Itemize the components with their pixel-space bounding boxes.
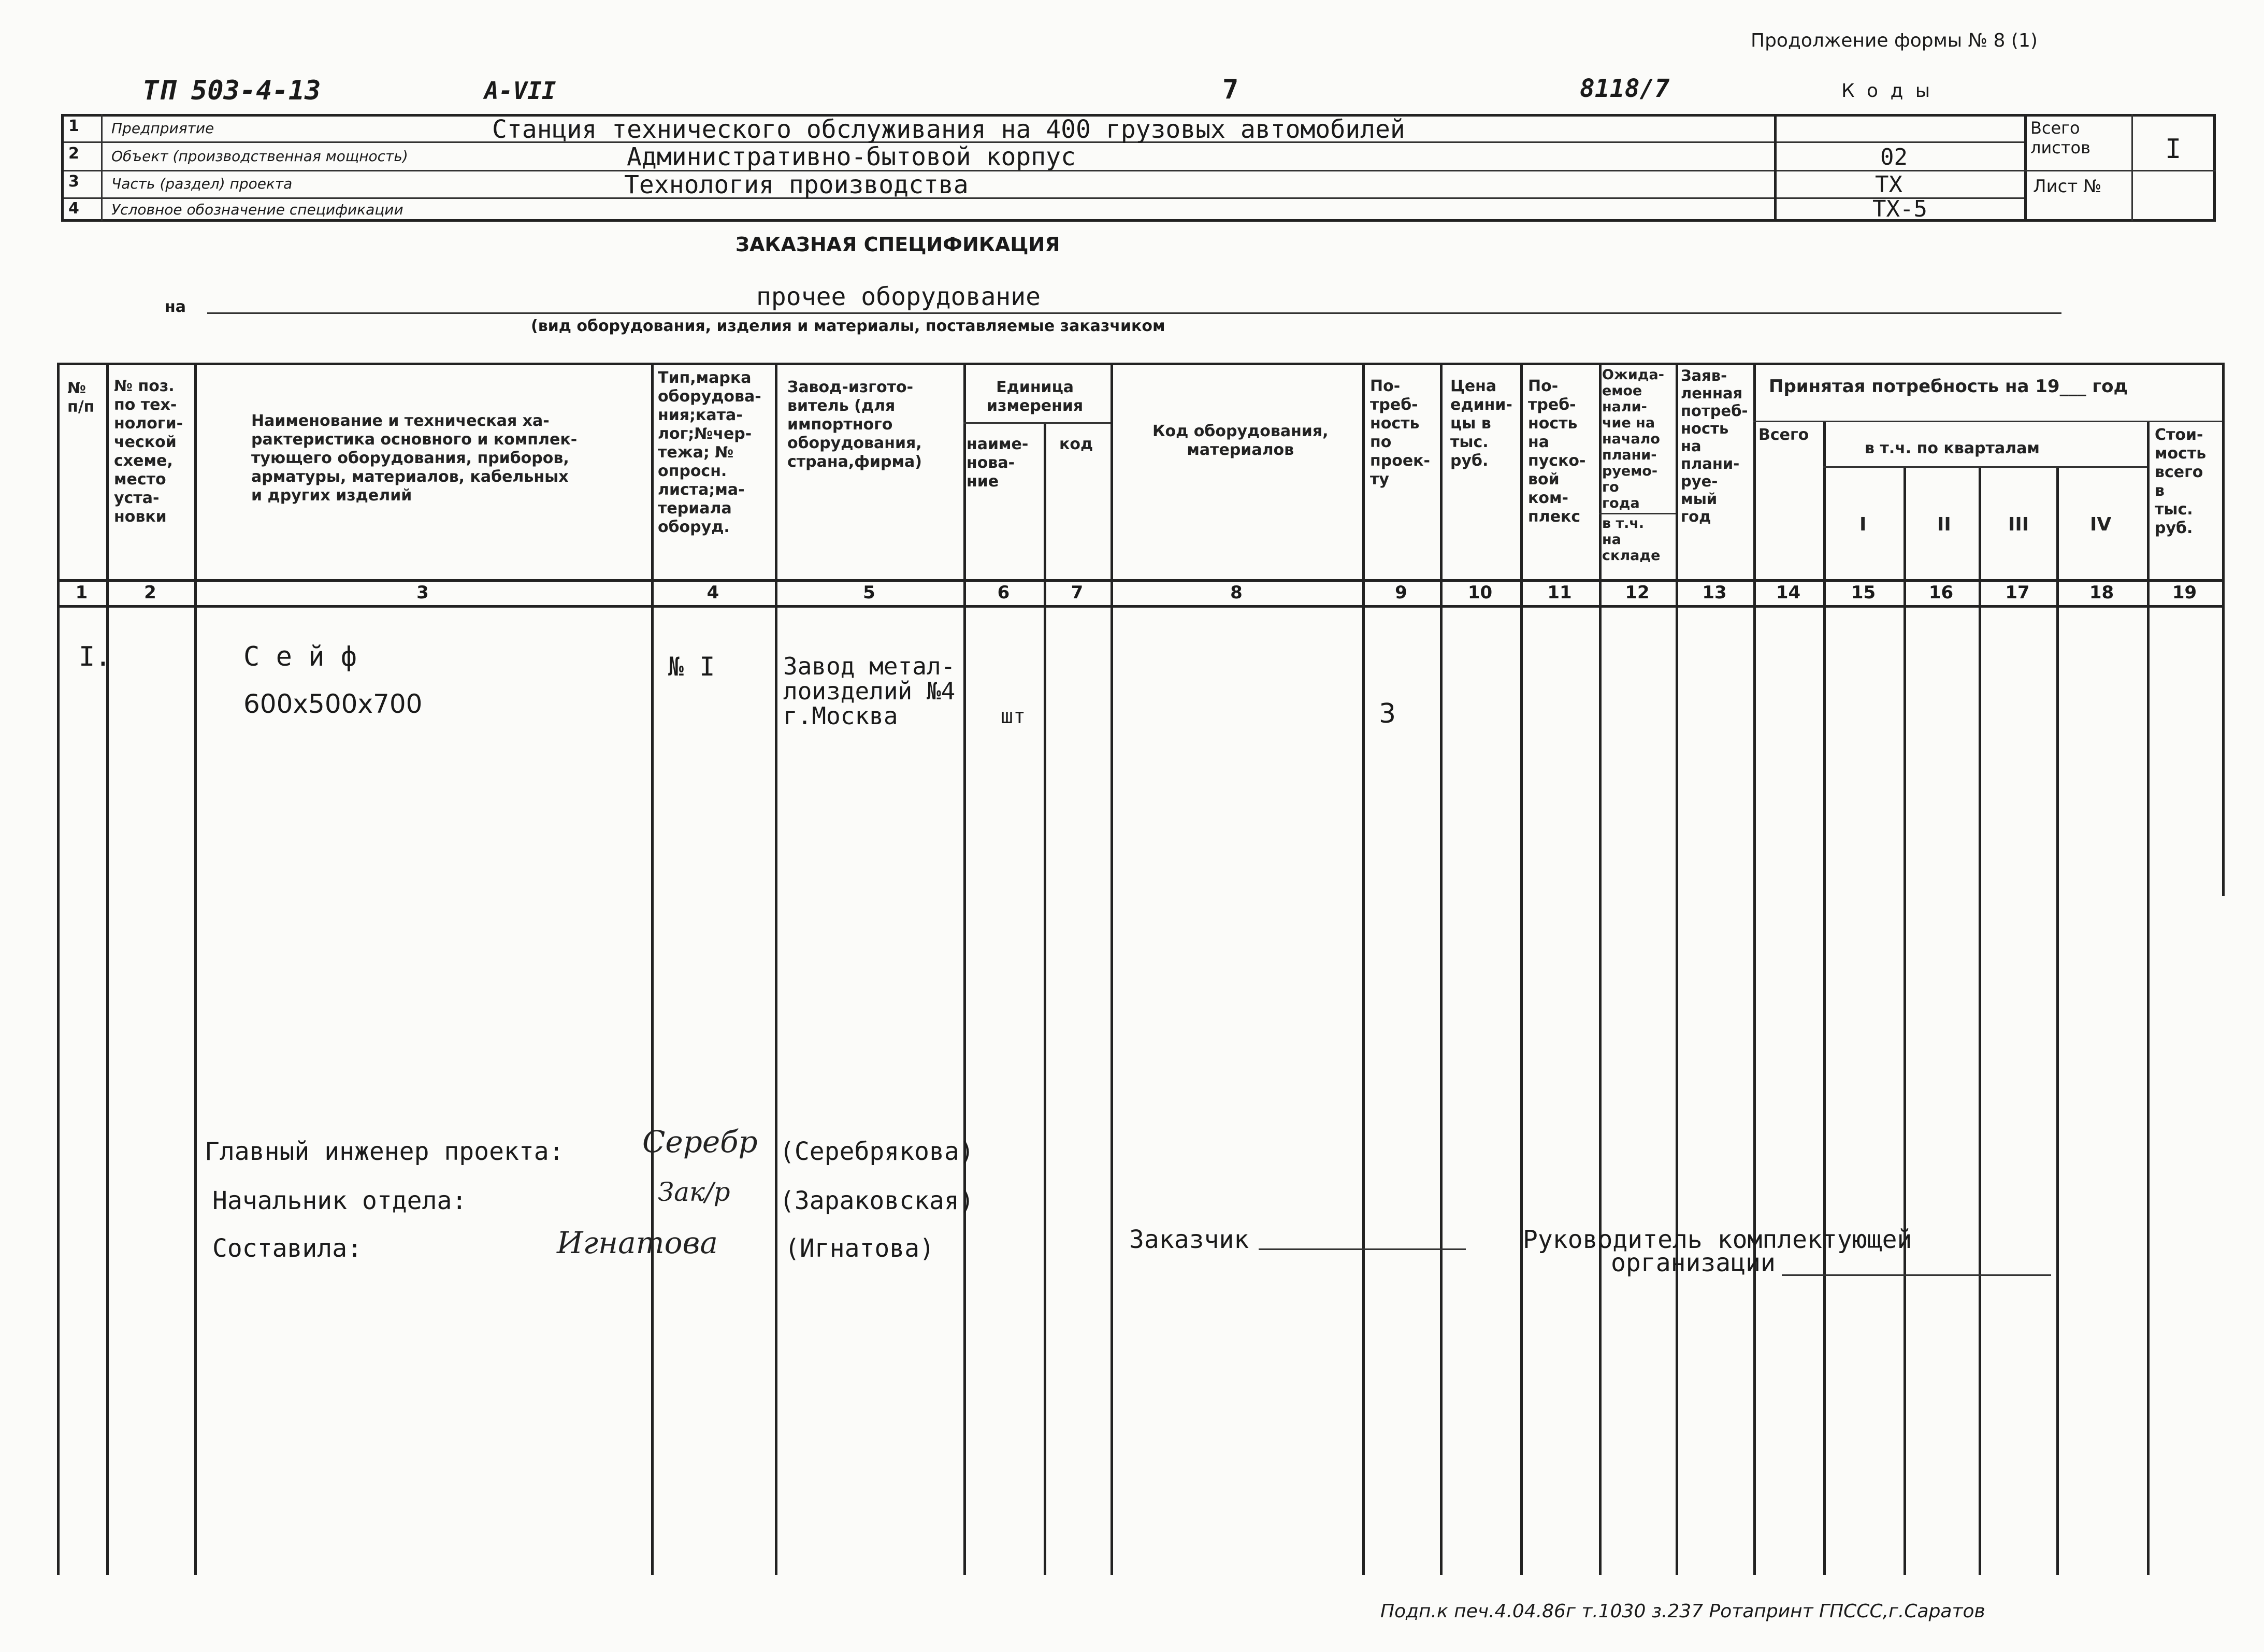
tb-label-object: Объект (производственная мощность) [111, 148, 408, 165]
colnum: 4 [706, 582, 719, 603]
na-label: на [165, 298, 186, 316]
colnum: 5 [863, 582, 875, 603]
colnum: 12 [1625, 582, 1650, 603]
total-sheets-label: Всего листов [2030, 118, 2090, 157]
col-header-unit-group: Единица измерения [987, 378, 1084, 415]
item-type: № I [668, 652, 715, 682]
col-header-13: Заяв- ленная потреб- ность на плани- руе- мый год [1681, 367, 1748, 525]
col-header-quarters: в т.ч. по кварталам [1865, 439, 2040, 457]
col-header-10: Цена едини- цы в тыс. руб. [1450, 377, 1512, 470]
colnum: 7 [1071, 582, 1084, 603]
tb-value-object: Административно-бытовой корпус [627, 142, 1076, 171]
col-header-19: Стои- мость всего в тыс. руб. [2155, 426, 2207, 537]
colnum: 17 [2005, 582, 2030, 603]
col-header-12b: в т.ч. на складе [1602, 515, 1661, 564]
colnum: 16 [1928, 582, 1954, 603]
codes-label: К о д ы [1841, 80, 1934, 102]
col-header-q3: III [2008, 514, 2029, 535]
document-title: ЗАКАЗНАЯ СПЕЦИФИКАЦИЯ [736, 233, 1060, 256]
item-manufacturer: Завод метал- лоизделий №4 г.Москва [783, 652, 956, 730]
col-header-q1: I [1859, 514, 1867, 535]
colnum: 2 [144, 582, 156, 603]
item-dimensions: 600х500х700 [243, 689, 423, 719]
col-header-8: Код оборудования, материалов [1152, 422, 1329, 459]
col-header-11: По- треб- ность на пуско- вой ком- плекс [1528, 377, 1586, 526]
album-number: А-VII [484, 77, 556, 105]
page-number: 7 [1222, 74, 1239, 105]
col-header-7: код [1059, 435, 1093, 453]
tb-code-part: ТХ [1875, 171, 1902, 198]
sheet-no-label: Лист № [2033, 176, 2102, 197]
colnum: 1 [75, 582, 88, 603]
compiler-name: (Игнатова) [785, 1234, 934, 1263]
subject-caption: (вид оборудования, изделия и материалы, поставляемые заказчиком [531, 317, 1165, 335]
item-unit: шт [1001, 705, 1026, 728]
colnum: 18 [2089, 582, 2114, 603]
colnum: 11 [1547, 582, 1572, 603]
item-quantity: 3 [1379, 698, 1396, 729]
colnum: 19 [2172, 582, 2197, 603]
project-code: ТП 503-4-13 [142, 75, 321, 106]
colnum: 6 [997, 582, 1010, 603]
col-header-3: Наименование и техническая ха- рактеристика основного и комплек- тующего оборудования, приборов, арматуры, материалов, кабельных и других изделий [251, 412, 578, 505]
tb-value-enterprise: Станция технического обслуживания на 400 грузовых автомобилей [492, 115, 1405, 144]
compiler-label: Составила: [212, 1234, 362, 1263]
print-footer: Подп.к печ.4.04.86г т.1030 з.237 Ротапринт ГПССС,г.Саратов [1380, 1601, 1985, 1622]
department-head-name: (Зараковская) [780, 1186, 974, 1215]
tb-label-part: Часть (раздел) проекта [111, 175, 293, 192]
col-header-9: По- треб- ность по проек- ту [1370, 377, 1430, 489]
colnum: 15 [1851, 582, 1876, 603]
colnum: 14 [1776, 582, 1801, 603]
compiler-signature: Игнатова [557, 1225, 718, 1260]
department-head-label: Начальник отдела: [212, 1186, 467, 1215]
tb-label-designation: Условное обозначение спецификации [111, 201, 403, 218]
col-header-4: Тип,марка оборудова- ния;ката- лог;№чер- тежа; № опросн. листа;ма- териала оборуд. [658, 369, 761, 536]
chief-engineer-label: Главный инженер проекта: [205, 1137, 564, 1166]
col-header-q4: IV [2090, 514, 2112, 535]
chief-engineer-signature: Серебр [642, 1124, 758, 1159]
col-header-2: № поз. по тех- нологи- ческой схеме, место уста- новки [114, 377, 183, 526]
col-header-accepted: Принятая потребность на 19___ год [1769, 376, 2128, 397]
tb-code-object: 02 [1880, 144, 1908, 170]
col-header-5: Завод-изгото- витель (для импортного оборудования, страна,фирма) [787, 378, 922, 471]
chief-engineer-name: (Серебрякова) [780, 1137, 974, 1166]
department-head-signature: Зак/р [658, 1177, 730, 1207]
tb-code-designation: ТХ-5 [1872, 196, 1927, 222]
tb-value-part: Технология производства [624, 170, 969, 199]
document-number: 8118/7 [1580, 74, 1670, 103]
colnum: 9 [1395, 582, 1407, 603]
col-header-1: № п/п [67, 379, 95, 416]
subject-value: прочее оборудование [756, 282, 1041, 311]
tb-label-enterprise: Предприятие [111, 120, 214, 137]
document-page: Продолжение формы № 8 (1) ТП 503-4-13 А-VII 7 8118/7 К о д ы 1 2 3 4 Предприятие Станция технического обслуживания на 400 грузовых автомобилей Объект (производственная мощность) Административно-бытовой корпус 02 Часть (раздел) проекта Технология производства ТХ Условное обозначение спецификации ТХ-5 Всего листов I Лист № ЗАКАЗНАЯ СПЕЦИФИКАЦИЯ на прочее оборудование (вид оборудования, изделия и материалы, поставляемые заказчиком № п/п № поз. по тех- нологи- ческой схеме, место уста- новки Наименование и техническая ха- рактеристика основного и комплек- тующего оборудования, приборов, арматуры, материалов, кабельных и других изделий Тип,марка оборудова- ния;ката- лог;№чер- тежа; № опросн. листа;ма- териала оборуд. Завод-изгото- витель (для импортного оборудования, страна,фирма) Единица измерения наиме- нова- ние код Код оборудования, материалов По- треб- ность по проек- ту Цена едини- цы в тыс. руб. По- треб- ность на пуско- вой ком- плекс Ожида- емое нали- чие на начало плани- руемо- го года в т.ч. на складе Заяв- ленная потреб- ность на плани- руе- мый год Принятая потребность на 19___ год Всего в т.ч. по кварталам I II III IV Стои- мость всего в тыс. руб. 1 2 3 4 5 6 7 8 9 10 11 12 13 14 15 16 17 18 19 I. С е й ф 600х500х700 № I Завод метал- лоизделий №4 г.Москва шт 3 Главный инженер проекта: Серебр (Серебрякова) Начальник отдела: Зак/р (Зараковская) Составила: Игнатова (Игнатова) Заказчик Руководитель комплектующей организации Подп.к печ.4.04.86г т.1030 з.237 Ротапринт ГПССС,г.Саратов [0, 0, 2264, 1652]
col-header-12a: Ожида- емое нали- чие на начало плани- руемо- го года [1602, 367, 1664, 511]
colnum: 3 [416, 582, 429, 603]
col-header-q2: II [1937, 514, 1951, 535]
continuation-note: Продолжение формы № 8 (1) [1751, 30, 2038, 51]
colnum: 10 [1467, 582, 1493, 603]
total-sheets-value: I [2165, 134, 2182, 165]
col-header-6: наиме- нова- ние [967, 435, 1029, 491]
colnum: 8 [1230, 582, 1243, 603]
col-header-14: Всего [1758, 426, 1809, 444]
org-head-label: Руководитель комплектующей [1523, 1225, 1912, 1254]
item-name: С е й ф [243, 641, 357, 672]
row-number: I. [79, 641, 111, 672]
colnum: 13 [1702, 582, 1727, 603]
customer-label: Заказчик [1129, 1225, 1249, 1254]
org-label: организации [1611, 1248, 1776, 1277]
